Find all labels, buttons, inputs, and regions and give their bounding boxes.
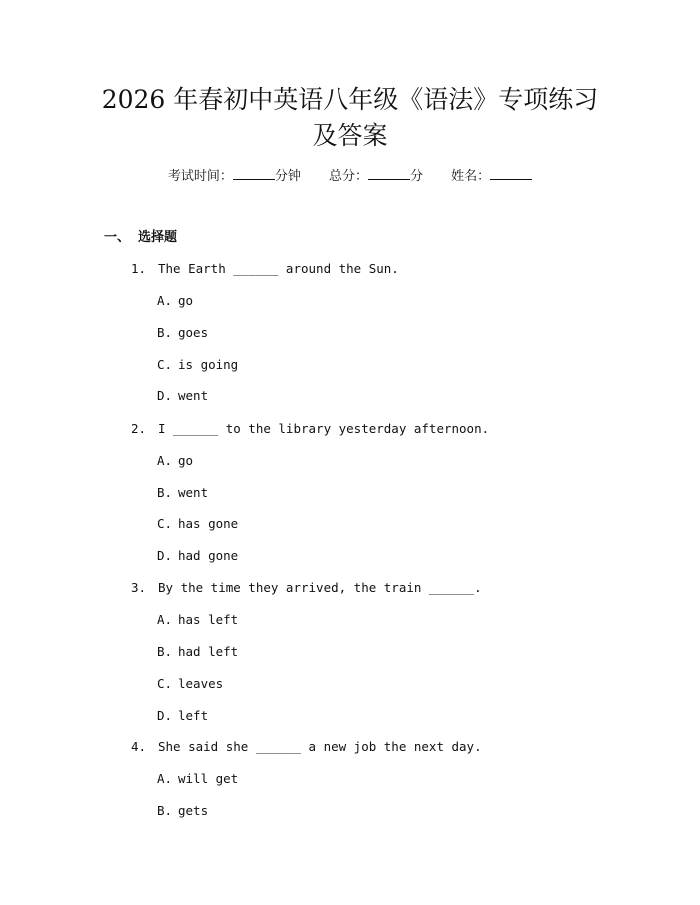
student-name-label: 姓名：: [451, 169, 491, 184]
answer-option: [157, 386, 208, 406]
option-letter: C.: [157, 676, 173, 691]
total-score-blank: [368, 167, 410, 180]
answer-option: [157, 451, 193, 471]
answer-option: [157, 706, 208, 726]
answer-option: [157, 323, 208, 343]
option-text: gets: [178, 803, 209, 818]
option-text: has left: [178, 612, 239, 627]
question-number: 4.: [131, 739, 147, 754]
question-number: 3.: [131, 580, 147, 595]
option-text: had gone: [178, 548, 239, 563]
question-text: I ______ to the library yesterday afternoon.: [158, 421, 490, 436]
exam-time-field: [168, 167, 301, 187]
question-item: [131, 259, 399, 279]
option-letter: D.: [157, 708, 173, 723]
exam-info-line: [0, 167, 700, 187]
student-name-blank: [490, 167, 532, 180]
option-text: go: [178, 453, 194, 468]
answer-option: [157, 610, 238, 630]
option-letter: D.: [157, 388, 173, 403]
answer-option: [157, 642, 238, 662]
option-letter: A.: [157, 771, 173, 786]
answer-option: [157, 674, 223, 694]
option-letter: B.: [157, 644, 173, 659]
section-heading: [104, 228, 177, 248]
answer-option: [157, 483, 208, 503]
answer-option: [157, 546, 238, 566]
option-letter: B.: [157, 803, 173, 818]
question-item: [131, 578, 482, 598]
exam-time-label: 考试时间：: [167, 169, 233, 184]
question-text: The Earth ______ around the Sun.: [158, 261, 399, 276]
option-text: left: [178, 708, 209, 723]
option-letter: A.: [157, 453, 173, 468]
total-score-field: [329, 167, 423, 187]
option-text: goes: [178, 325, 209, 340]
option-letter: C.: [157, 516, 173, 531]
option-text: go: [178, 293, 194, 308]
answer-option: [157, 769, 238, 789]
question-text: By the time they arrived, the train ______.: [158, 580, 482, 595]
option-text: leaves: [178, 676, 224, 691]
option-letter: C.: [157, 357, 173, 372]
option-letter: B.: [157, 485, 173, 500]
option-letter: A.: [157, 612, 173, 627]
section-title: 选择题: [138, 230, 178, 245]
answer-option: [157, 514, 238, 534]
exam-time-blank: [233, 167, 275, 180]
option-letter: A.: [157, 293, 173, 308]
option-letter: B.: [157, 325, 173, 340]
option-text: will get: [178, 771, 239, 786]
student-name-field: [451, 167, 532, 187]
question-item: [131, 737, 482, 757]
option-letter: D.: [157, 548, 173, 563]
option-text: went: [178, 485, 209, 500]
exam-time-unit: 分钟: [274, 169, 301, 184]
question-number: 2.: [131, 421, 147, 436]
question-text: She said she ______ a new job the next day.: [158, 739, 482, 754]
answer-option: [157, 291, 193, 311]
total-score-unit: 分: [410, 169, 424, 184]
question-item: [131, 419, 489, 439]
answer-option: [157, 355, 238, 375]
total-score-label: 总分：: [328, 169, 368, 184]
question-number: 1.: [131, 261, 147, 276]
option-text: has gone: [178, 516, 239, 531]
document-title-line-1: 2026 年春初中英语八年级《语法》专项练习: [101, 85, 599, 114]
section-number: 一、: [104, 230, 131, 245]
document-title-line-2: 及答案: [312, 121, 388, 150]
option-text: went: [178, 388, 209, 403]
option-text: had left: [178, 644, 239, 659]
option-text: is going: [178, 357, 239, 372]
answer-option: [157, 801, 208, 821]
